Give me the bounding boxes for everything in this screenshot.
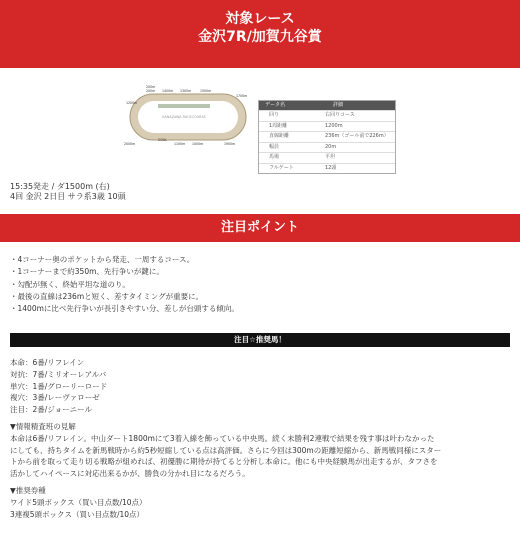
course-label: 2000m [124, 142, 136, 146]
analysis-line: トから前を取って走り切る戦略が組めれば、初優勝に期待が持てると分析し本命に。他にも中央経験馬が出走するが、タフさを [10, 457, 438, 467]
course-label: 200m [146, 85, 156, 89]
analysis-line: にしても、持ちタイムを新馬戦時から約5秒短縮している点は高評価。さらに今回は300mの距離短縮から、新馬戦同様にスター [10, 445, 442, 455]
info-table-row: 馬場 平坦 [259, 152, 395, 163]
list-item: ・4コーナー奥のポケットから発走、一周するコース。 [10, 255, 195, 264]
race-name: 金沢7R/加賀九谷賞 [198, 29, 322, 45]
analysis-title: ▼情報精査班の見解 [10, 422, 76, 432]
course-label: 1000m [192, 142, 204, 146]
race-time-distance: 15:35発走 / ダ1500m (右) [10, 182, 110, 191]
list-item: 対抗：7番/ミリオーレアルバ [10, 370, 107, 380]
ticket-item: ワイド5頭ボックス（買い目点数/10点） [10, 498, 147, 508]
header-title: 対象レース [225, 11, 295, 27]
course-label: 1200m [126, 101, 138, 105]
recommended-horses [0, 347, 520, 415]
info-table-row: 1周距離 1200m [259, 121, 395, 132]
list-item: 複穴：3番/レーヴァローゼ [10, 393, 100, 403]
info-table-row: 回り 右回りコース [259, 110, 395, 121]
course-label: 1400m [162, 89, 174, 93]
list-item: 本命：6番/リフレイン [10, 358, 85, 368]
race-meeting-info: 4回 金沢 2日目 サラ系3歳 10頭 [10, 192, 126, 201]
race-meta [0, 182, 520, 202]
course-label: 200m [146, 89, 156, 93]
info-table-row: 幅員 20m [259, 142, 395, 153]
course-info-table [258, 100, 396, 174]
list-item: 注目：2番/ジョーニール [10, 404, 92, 414]
analysis-line: 本命は6番/リフレイン。中山ダート1800mにて3着入線を飾っている中央馬。続く未勝利2連戦で結果を残す事は叶わなかった [10, 434, 435, 444]
analysis-line: 活かしてハイペースに対応出来るかが、勝負の分かれ目になるだろう。 [10, 468, 250, 478]
list-item: ・最後の直線は236mと短く、差すタイミングが重要に。 [10, 291, 204, 301]
info-table-row: 直線距離 236m（ゴール前で226m） [259, 131, 395, 142]
course-figure-row [0, 82, 520, 182]
course-watermark: KANAZAWA RACECOURSE [162, 115, 206, 119]
focus-points-list [0, 242, 520, 315]
course-label: GOAL [158, 138, 167, 142]
info-table-header: データ名 詳細 [259, 101, 395, 110]
course-label: 1700m [236, 94, 248, 98]
course-label: 1300m [180, 89, 192, 93]
recommend-title: 注目☆推奨馬！ [10, 333, 510, 347]
focus-section-title: 注目ポイント [0, 214, 520, 242]
tickets-title: ▼推奨券種 [10, 486, 46, 496]
course-label: 1100m [174, 142, 186, 146]
info-table-row: フルゲート 12頭 [259, 163, 395, 174]
list-item: 単穴：1番/グローリーロード [10, 381, 108, 391]
ticket-item: 3連複5頭ボックス（買い目点数/10点） [10, 509, 145, 519]
list-item: ・1コーナーまで約350m、先行争いが鍵に。 [10, 267, 164, 277]
course-label: 1500m [200, 89, 212, 93]
list-item: ・1400mに比べ先行争いが長引きやすい分、差しが台頭する傾向。 [10, 304, 239, 314]
list-item: ・勾配が無く、終始平坦な道のり。 [10, 279, 130, 289]
tickets-section [0, 479, 520, 520]
course-label: 1900m [224, 142, 236, 146]
analysis-section [0, 415, 520, 479]
course-map [124, 84, 254, 146]
header-banner [0, 0, 520, 68]
